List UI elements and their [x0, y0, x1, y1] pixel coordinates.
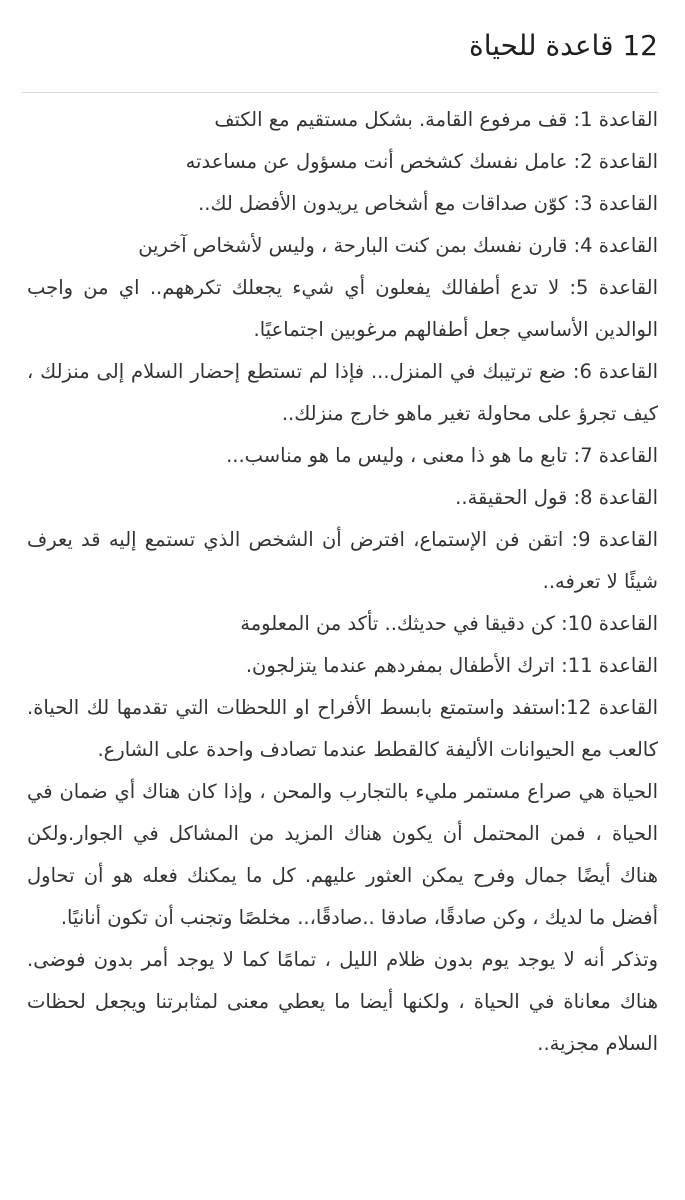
rule-3-paragraph: القاعدة 3: كوّن صداقات مع أشخاص يريدون الأفضل لك..: [198, 192, 658, 215]
rule-8-paragraph: القاعدة 8: قول الحقيقة..: [455, 486, 658, 509]
rule-4-paragraph: القاعدة 4: قارن نفسك بمن كنت البارحة ، وليس لأشخاص آخرين: [138, 234, 658, 257]
closing-paragraph: وتذكر أنه لا يوجد يوم بدون ظلام الليل ، تمامًا كما لا يوجد أمر بدون فوضى. هناك معاناة في الحياة ، ولكنها أيضا ما يعطي معنى لمثابرتنا ويجعل لحظات السلام مجزية..: [27, 948, 658, 1055]
page-title: 12 قاعدة للحياة: [469, 29, 658, 62]
rule-1-paragraph: القاعدة 1: قف مرفوع القامة. بشكل مستقيم مع الكتف: [214, 108, 658, 131]
note-body[interactable]: [27, 99, 658, 1065]
rule-12-paragraph: القاعدة 12:استفد واستمتع بابسط الأفراح او اللحظات التي تقدمها لك الحياة. كالعب مع الحيوانات الأليفة كالقطط عندما تصادف واحدة على الشارع.: [27, 696, 658, 761]
rule-11-paragraph: القاعدة 11: اترك الأطفال بمفردهم عندما يتزلجون.: [245, 654, 658, 677]
rule-5-paragraph: القاعدة 5: لا تدع أطفالك يفعلون أي شيء يجعلك تكرههم.. اي من واجب الوالدين الأساسي جعل أطفالهم مرغوبين اجتماعيًا.: [27, 276, 658, 341]
life-paragraph: الحياة هي صراع مستمر مليء بالتجارب والمحن ، وإذا كان هناك أي ضمان في الحياة ، فمن المحتمل أن يكون هناك المزيد من المشاكل في الجوار.ولكن هناك أيضًا جمال وفرح يمكن العثور عليهم. كل ما يمكنك فعله هو أن تحاول أفضل ما لديك ، وكن صادقًا، صادقا ..صادقًا،.. مخلصًا وتجنب أن تكون أنانيًا.: [27, 780, 658, 929]
rule-6-paragraph: القاعدة 6: ضع ترتيبك في المنزل... فإذا لم تستطع إحضار السلام إلى منزلك ، كيف تجرؤ على محاولة تغير ماهو خارج منزلك..: [27, 360, 658, 425]
title-divider: [22, 92, 658, 93]
rule-7-paragraph: القاعدة 7: تابع ما هو ذا معنى ، وليس ما هو مناسب...: [226, 444, 658, 467]
rule-10-paragraph: القاعدة 10: كن دقيقا في حديثك.. تأكد من المعلومة: [240, 612, 658, 635]
rule-2-paragraph: القاعدة 2: عامل نفسك كشخص أنت مسؤول عن مساعدته: [185, 150, 658, 173]
rule-9-paragraph: القاعدة 9: اتقن فن الإستماع، افترض أن الشخص الذي تستمع إليه قد يعرف شيئًا لا تعرفه..: [27, 528, 658, 593]
